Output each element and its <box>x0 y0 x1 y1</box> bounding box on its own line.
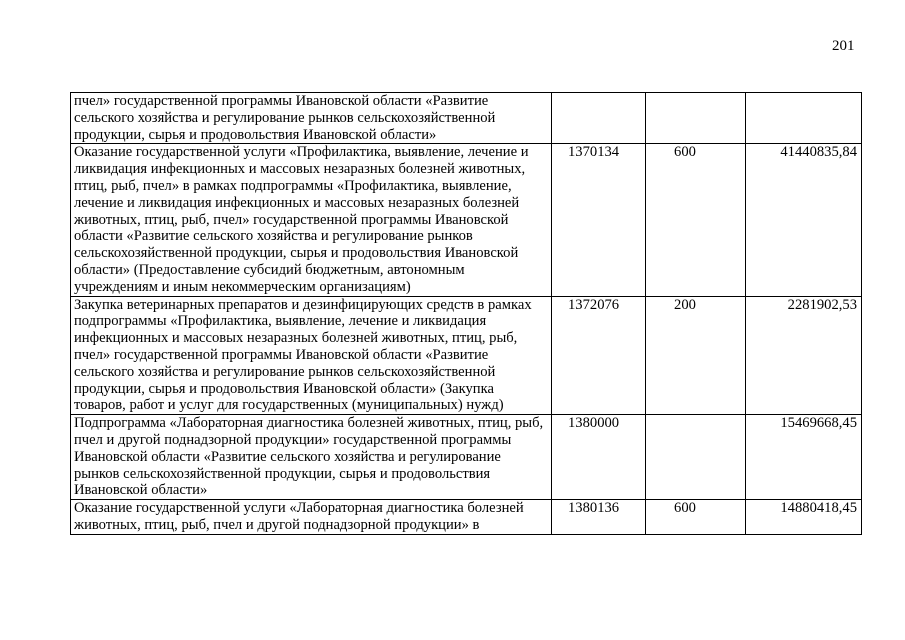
budget-table <box>70 92 862 535</box>
item-name-cell: Оказание государственной услуги «Лабораторная диагностика болезней животных, птиц, рыб, пчел и другой поднадзорной продукции» в <box>71 500 552 535</box>
target-code-cell: 1380136 <box>552 500 646 535</box>
table-row <box>71 415 862 500</box>
table-row <box>71 296 862 415</box>
amount-cell <box>746 93 862 144</box>
expense-type-cell: 600 <box>646 144 746 296</box>
expense-type-cell: 600 <box>646 500 746 535</box>
amount-cell: 14880418,45 <box>746 500 862 535</box>
expense-type-cell <box>646 93 746 144</box>
target-code-cell: 1372076 <box>552 296 646 415</box>
amount-cell: 41440835,84 <box>746 144 862 296</box>
table-row <box>71 144 862 296</box>
item-name-cell: Закупка ветеринарных препаратов и дезинфицирующих средств в рамках подпрограммы «Профилактика, выявление, лечение и ликвидация инфекционных и массовых незаразных болезней животных, птиц, рыб, пчел» государственной программы Ивановской области «Развитие сельского хозяйства и регулирование рынков сельскохозяйственной продукции, сырья и продовольствия Ивановской области» (Закупка товаров, работ и услуг для государственных (муниципальных) нужд) <box>71 296 552 415</box>
target-code-cell <box>552 93 646 144</box>
expense-type-cell <box>646 415 746 500</box>
amount-cell: 15469668,45 <box>746 415 862 500</box>
item-name-cell: Подпрограмма «Лабораторная диагностика болезней животных, птиц, рыб, пчел и другой поднадзорной продукции» государственной программы Ивановской области «Развитие сельского хозяйства и регулирование рынков сельскохозяйственной продукции, сырья и продовольствия Ивановской области» <box>71 415 552 500</box>
amount-cell: 2281902,53 <box>746 296 862 415</box>
table-row <box>71 500 862 535</box>
item-name-cell: Оказание государственной услуги «Профилактика, выявление, лечение и ликвидация инфекционных и массовых незаразных болезней животных, птиц, рыб, пчел» в рамках подпрограммы «Профилактика, выявление, лечение и ликвидация инфекционных и массовых незаразных болезней животных, птиц, рыб, пчел» государственной программы Ивановской области «Развитие сельского хозяйства и регулирование рынков сельскохозяйственной продукции, сырья и продовольствия Ивановской области» (Предоставление субсидий бюджетным, автономным учреждениям и иным некоммерческим организациям) <box>71 144 552 296</box>
expense-type-cell: 200 <box>646 296 746 415</box>
target-code-cell: 1370134 <box>552 144 646 296</box>
target-code-cell: 1380000 <box>552 415 646 500</box>
item-name-cell: пчел» государственной программы Ивановской области «Развитие сельского хозяйства и регулирование рынков сельскохозяйственной продукции, сырья и продовольствия Ивановской области» <box>71 93 552 144</box>
table-row <box>71 93 862 144</box>
page-number: 201 <box>832 38 855 54</box>
